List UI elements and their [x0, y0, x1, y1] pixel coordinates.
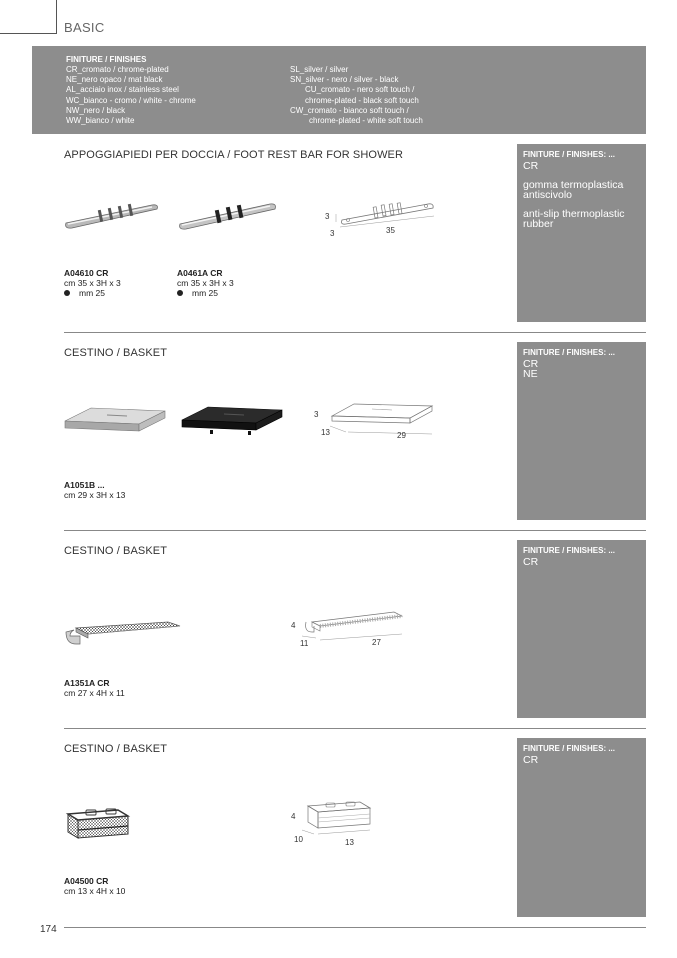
basket-chrome-image	[63, 405, 168, 435]
finishes-box	[517, 144, 646, 322]
dimension-height: 4	[291, 621, 296, 630]
product-title: APPOGGIAPIEDI PER DOCCIA / FOOT REST BAR FOR SHOWER	[64, 149, 404, 161]
finish-line: NE_nero opaco / mat black	[66, 75, 163, 85]
corner-basket-drawing	[300, 800, 376, 838]
finish-line: AL_acciaio inox / stainless steel	[66, 85, 179, 95]
finishes-legend-right	[290, 65, 423, 126]
wire-basket-drawing	[300, 610, 404, 644]
dimension-width: 13	[345, 838, 354, 847]
finish-line: WC_bianco - cromo / white - chrome	[66, 95, 196, 105]
product-code: A04500 CR	[64, 876, 109, 886]
foot-rest-bar-image-1	[62, 199, 162, 231]
corner-basket-image	[62, 806, 132, 842]
product-size: cm 29 x 3H x 13	[64, 490, 126, 500]
product-note: anti-slip thermoplastic rubber	[523, 208, 625, 230]
dimension-depth: 10	[294, 835, 303, 844]
finish-line: CW_cromato - bianco soft touch /	[290, 105, 409, 115]
finish-code: CR	[523, 160, 539, 172]
finish-line: SL_silver / silver	[290, 65, 349, 74]
product-size: cm 35 x 3H x 3	[64, 278, 121, 288]
finish-line: chrome-plated - black soft touch	[305, 95, 419, 105]
product-diameter: mm 25	[79, 288, 105, 298]
basket-drawing	[328, 402, 436, 436]
product-title: CESTINO / BASKET	[64, 743, 168, 755]
product-title: CESTINO / BASKET	[64, 347, 168, 359]
product-size: cm 35 x 3H x 3	[177, 278, 234, 288]
section-divider	[64, 728, 646, 729]
finish-line: CU_cromato - nero soft touch /	[305, 85, 415, 95]
dimension-height: 4	[291, 812, 296, 821]
finish-line: chrome-plated - white soft touch	[309, 116, 423, 126]
finishes-box	[517, 540, 646, 718]
foot-rest-bar-image-2	[176, 198, 280, 232]
product-title: CESTINO / BASKET	[64, 545, 168, 557]
product-code: A0461A CR	[177, 268, 223, 278]
finish-line: SN_silver - nero / silver - black	[290, 75, 399, 85]
product-item	[177, 268, 234, 298]
finish-code: CR	[523, 358, 539, 370]
finish-code: CR	[523, 556, 539, 568]
product-size: cm 27 x 4H x 11	[64, 688, 125, 698]
dimension-height: 3	[314, 410, 319, 419]
dimension-depth: 3	[330, 229, 335, 238]
finish-code: CR	[523, 754, 539, 766]
corner-mark-vertical	[56, 0, 57, 33]
finishes-legend	[32, 46, 646, 134]
dimension-width: 27	[372, 638, 381, 647]
finishes-legend-heading: FINITURE / FINISHES	[66, 55, 147, 64]
product-item	[64, 268, 121, 298]
finishes-box	[517, 738, 646, 917]
finish-line: CR_cromato / chrome-plated	[66, 65, 169, 74]
product-diameter: mm 25	[192, 288, 218, 298]
product-item	[64, 876, 125, 896]
section-divider	[64, 332, 646, 333]
product-item	[64, 678, 125, 698]
finishes-legend-left	[66, 65, 196, 126]
product-size: cm 13 x 4H x 10	[64, 886, 126, 896]
finishes-box	[517, 342, 646, 520]
finishes-box-heading: FINITURE / FINISHES: ...	[523, 546, 616, 555]
finishes-box-heading: FINITURE / FINISHES: ...	[523, 150, 616, 159]
dimension-depth: 11	[300, 639, 309, 648]
finish-line: NW_nero / black	[66, 105, 126, 115]
finish-code: NE	[523, 368, 538, 380]
dimension-width: 35	[386, 226, 395, 235]
basket-black-image	[180, 404, 285, 436]
diameter-icon	[64, 290, 70, 296]
product-code: A1051B ...	[64, 480, 105, 490]
finish-line: WW_bianco / white	[66, 116, 135, 126]
dimension-height: 3	[325, 212, 330, 221]
product-code: A04610 CR	[64, 268, 109, 278]
finishes-box-heading: FINITURE / FINISHES: ...	[523, 744, 616, 753]
dimension-width: 29	[397, 431, 406, 440]
product-item	[64, 480, 125, 500]
footer-rule	[64, 927, 646, 928]
product-code: A1351A CR	[64, 678, 110, 688]
corner-mark-horizontal	[0, 33, 57, 34]
section-title: BASIC	[64, 20, 105, 35]
page-number: 174	[40, 924, 57, 935]
dimension-depth: 13	[321, 428, 330, 437]
diameter-icon	[177, 290, 183, 296]
wire-basket-image	[64, 618, 182, 648]
section-divider	[64, 530, 646, 531]
product-note: gomma termoplastica antiscivolo	[523, 179, 624, 201]
finishes-box-heading: FINITURE / FINISHES: ...	[523, 348, 616, 357]
